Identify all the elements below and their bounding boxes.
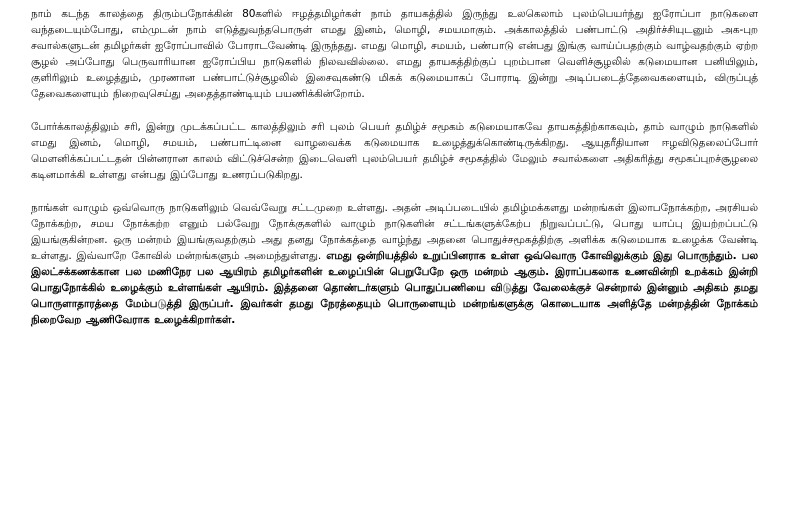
- paragraph-2-text: போர்க்காலத்திலும் சரி, இன்று முடக்கப்பட்ட காலத்திலும் சரி புலம் பெயர் தமிழ்ச் சமூகம் கடுமையாகவே தாயகத்திற்காகவும், தாம் வாழும் நாடுகளில் எமது இனம், மொழி, சமயம், பண்பாட்டினை வாழவைக்க கடுமையாக உழைத்துக்கொண்டிருக்கிறது. ஆயுதரீதியான ஈழவிடுதலைப்போர் மௌனிக்கப்பட்டதன் பின்னரான காலம் விட்டுச்சென்ற இடைவெளி புலம்பெயர் தமிழ்ச் சமூகத்தில் மேலும் சவால்களை அதிகரித்து சமூகப்புறச்சூழலை கடினமாக்கி உள்ளது என்பது இப்போது உணரப்படுகிறது.: [31, 121, 758, 181]
- paragraph-3-bold-text: எமது ஒன்றியத்தில் உறுப்பினராக உள்ள ஒவ்வொரு கோவிலுக்கும் இது பொருந்தும். பல இலட்சக்கணக்கான பல மணிநேர பல ஆயிரம் தமிழர்களின் உழைப்பின் பெறுபேறே ஒரு மன்றம் ஆகும். இராப்பகலாக உணவின்றி உறக்கம் இன்றி பொதுநோக்கில் உழைக்கும் உள்ளங்கள் ஆயிரம். இத்தனை தொண்டர்களும் பொதுப்பணியை விடுத்து வேலைக்குச் சென்றால் இன்னும் அதிகம் தமது பொருளாதாரத்தை மேம்படுத்தி இருப்பர். இவர்கள் தமது நேரத்தையும் பொருளையும் மன்றங்களுக்கு கொடையாக அளித்தே மன்றத்தின் நோக்கம் நிறைவேற ஆணிவேராக உழைக்கிறார்கள்.: [31, 250, 758, 326]
- paragraph-1-text: நாம் கடந்த காலத்தை திரும்பநோக்கின் 80களில் ஈழத்தமிழர்கள் நாம் தாயகத்தில் இருந்து உலகெலாம் புலம்பெயர்ந்து ஐரோப்பா நாடுகளை வந்தடையும்போது, எம்முடன் நாம் எடுத்துவந்தபொருள் எமது இனம், மொழி, சமயமாகும். அக்காலத்தில் பண்பாட்டு அதிர்ச்சியுடனும் அக-புற சவால்களுடன் தமிழர்கள் ஐரோப்பாவில் போராடவேண்டி இருந்தது. எமது மொழி, சமயம், பண்பாடு என்பது இங்கு வாய்ப்பதற்கும் வாழ்வதற்கும் ஏற்ற சூழல் அப்போது பெருவாரியான ஐரோப்பிய நாடுகளில் நிலவவில்லை. எமது தாயகத்திற்குப் புறம்பான வெளிச்சூழலில் கடுமையான பனியிலும், குளிரிலும் உழைத்தும், முரணான பண்பாட்டுச்சூழலில் இசைவுகண்டு மிகக் கடுமையாகப் போராடி இன்று அடிப்படைத்தேவைகளையும், விருப்புத் தேவைகளையும் நிறைவுசெய்து அதைத்தாண்டியும் பயணிக்கின்றோம்.: [31, 8, 758, 100]
- paragraph-3: [31, 200, 758, 328]
- paragraph-2: [31, 119, 758, 183]
- paragraph-1: [31, 6, 758, 102]
- paragraph-3-text: நாங்கள் வாழும் ஒவ்வொரு நாடுகளிலும் வெவ்வேறு சட்டமுறை உள்ளது. அதன் அடிப்படையில் தமிழ்மக்களது மன்றங்கள் இலாபநோக்கற்ற, அரசியல் நோக்கற்ற, சமய நோக்கற்ற எனும் பல்வேறு நோக்குகளில் வாழும் நாடுகளின் சட்டங்களுக்கேற்ப நிறுவப்பட்டு, பொது யாப்பு இயற்றப்பட்டு இயங்குகின்றன. ஒரு மன்றம் இயங்குவதற்கும் அது தனது நோக்கத்தை வாழ்ந்து அதனை பொதுச்சமூகத்திற்கு அளிக்க கடுமையாக உழைக்க வேண்டி உள்ளது. இவ்வாறே கோவில் மன்றங்களும் அமைந்துள்ளது.: [31, 202, 758, 262]
